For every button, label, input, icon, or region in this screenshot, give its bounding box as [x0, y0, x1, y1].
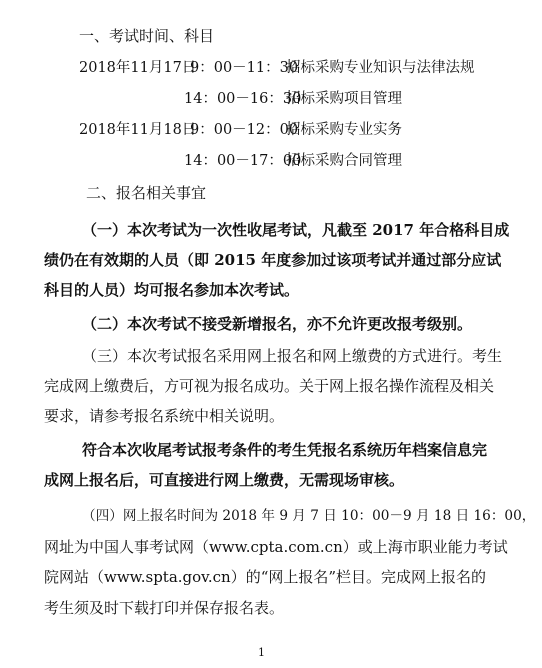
schedule-date: 2018年11月17日 — [79, 60, 197, 76]
paragraph-line: 绩仍在有效期的人员（即 2015 年度参加过该项考试并通过部分应试 — [44, 251, 502, 269]
schedule-subject: 招标采购合同管理 — [286, 153, 402, 169]
schedule-subject: 招标采购专业知识与法律法规 — [286, 60, 475, 76]
paragraph-line: 科目的人员）均可报名参加本次考试。 — [44, 281, 300, 299]
paragraph-line: 网址为中国人事考试网（www.cpta.com.cn）或上海市职业能力考试 — [44, 538, 508, 556]
schedule-subject: 招标采购专业实务 — [286, 122, 402, 138]
section-heading-registration: 二、报名相关事宜 — [86, 184, 207, 202]
paragraph-line: 要求，请参考报名系统中相关说明。 — [44, 407, 285, 425]
schedule-time: 14：00－16：30 — [184, 91, 302, 107]
paragraph-line: 符合本次收尾考试报考条件的考生凭报名系统历年档案信息完 — [82, 441, 488, 459]
paragraph-line: （二）本次考试不接受新增报名，亦不允许更改报考级别。 — [82, 315, 473, 333]
schedule-subject: 招标采购项目管理 — [286, 91, 402, 107]
section-heading-exam-schedule: 一、考试时间、科目 — [79, 27, 215, 45]
page-number: 1 — [258, 646, 265, 659]
paragraph-line: 考生须及时下载打印并保存报名表。 — [44, 599, 285, 617]
schedule-time: 14：00－17：00 — [184, 153, 302, 169]
schedule-date: 2018年11月18日 — [79, 122, 197, 138]
paragraph-line: 完成网上缴费后，方可视为报名成功。关于网上报名操作流程及相关 — [44, 377, 495, 395]
paragraph-line: 院网站（www.spta.gov.cn）的“网上报名”栏目。完成网上报名的 — [44, 568, 487, 586]
paragraph-line: （一）本次考试为一次性收尾考试，凡截至 2017 年合格科目成 — [82, 221, 510, 239]
paragraph-line: （三）本次考试报名采用网上报名和网上缴费的方式进行。考生 — [82, 347, 503, 365]
paragraph-line: 成网上报名后，可直接进行网上缴费，无需现场审核。 — [44, 471, 405, 489]
paragraph-line: （四）网上报名时间为 2018 年 9 月 7 日 10：00－9 月 18 日 16：00， — [82, 508, 536, 524]
schedule-time: 9：00－11：30 — [190, 60, 299, 76]
schedule-time: 9：00－12：00 — [190, 122, 299, 138]
